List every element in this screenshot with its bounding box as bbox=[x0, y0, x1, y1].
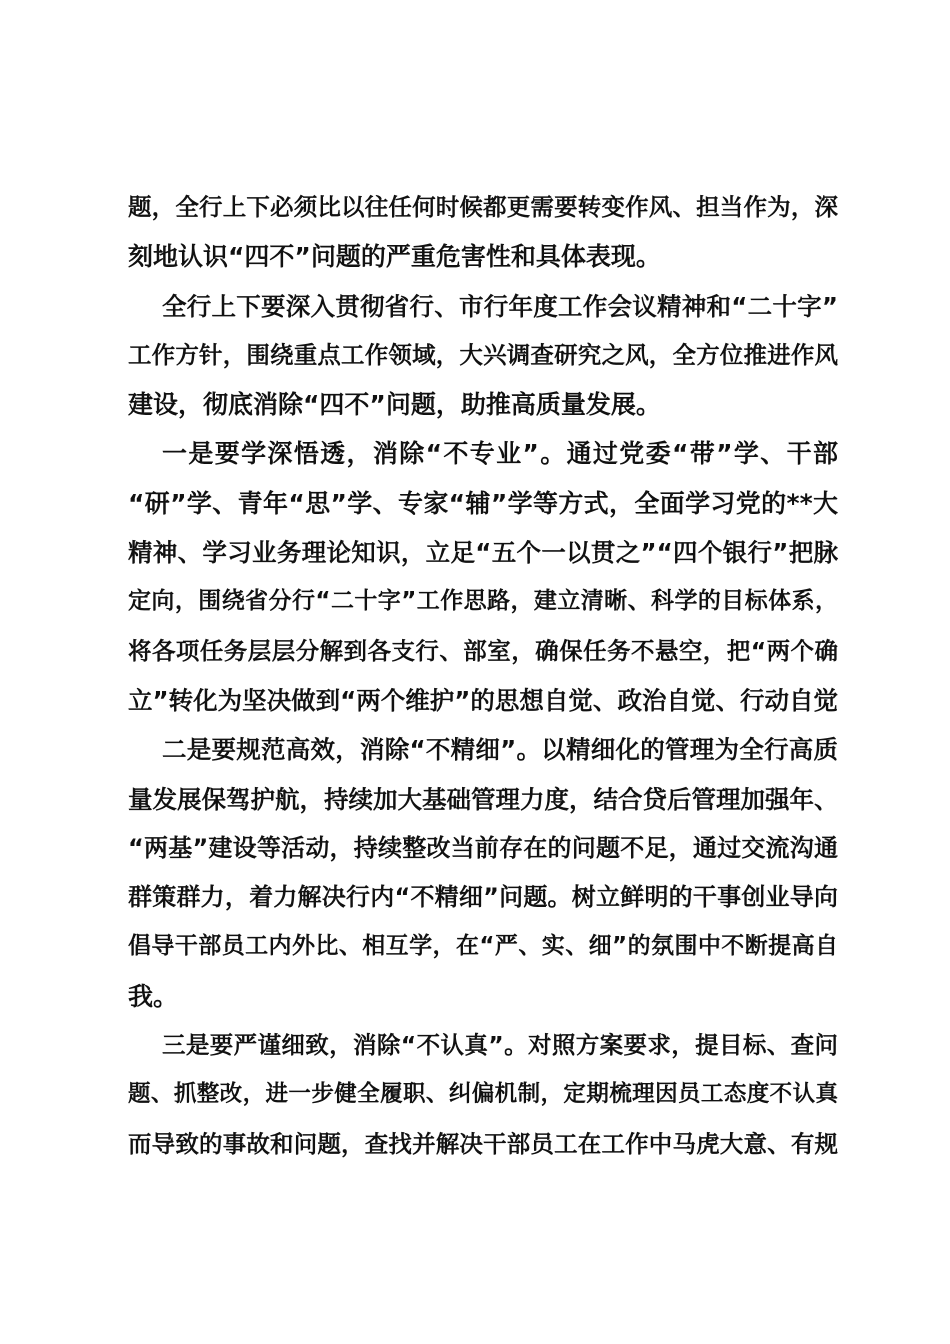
text-line: 二是要规范高效，消除“不精细”。以精细化的管理为全行高质 bbox=[162, 735, 838, 765]
text-line: 立”转化为坚决做到“两个维护”的思想自觉、政治自觉、行动自觉 bbox=[128, 685, 838, 715]
text-line: 三是要严谨细致，消除“不认真”。对照方案要求，提目标、查问 bbox=[162, 1031, 838, 1060]
document-body bbox=[128, 183, 838, 1169]
text-line: 将各项任务层层分解到各支行、部室，确保任务不悬空，把“两个确 bbox=[128, 636, 838, 665]
text-line: 全行上下要深入贯彻省行、市行年度工作会议精神和“二十字” bbox=[162, 291, 838, 321]
text-line: 群策群力，着力解决行内“不精细”问题。树立鲜明的干事创业导向 bbox=[128, 883, 838, 912]
text-line: “研”学、青年“思”学、专家“辅”学等方式，全面学习党的**大 bbox=[128, 488, 838, 518]
text-line: 定向，围绕省分行“二十字”工作思路，建立清晰、科学的目标体系， bbox=[128, 588, 838, 615]
text-line: 题、抓整改，进一步健全履职、纠偏机制，定期梳理因员工态度不认真 bbox=[128, 1081, 838, 1108]
text-line: 题，全行上下必须比以往任何时候都更需要转变作风、担当作为，深 bbox=[128, 193, 838, 221]
text-line: 我。 bbox=[128, 981, 179, 1011]
text-line: 精神、学习业务理论知识，立足“五个一以贯之”“四个银行”把脉 bbox=[128, 538, 838, 568]
text-line: 一是要学深悟透，消除“不专业”。通过党委“带”学、干部 bbox=[162, 439, 838, 469]
text-line: 倡导干部员工内外比、相互学，在“严、实、细”的氛围中不断提高自 bbox=[128, 933, 838, 960]
text-line: 工作方针，围绕重点工作领域，大兴调查研究之风，全方位推进作风 bbox=[128, 340, 838, 369]
text-line: 量发展保驾护航，持续加大基础管理力度，结合贷后管理加强年、 bbox=[128, 784, 839, 814]
text-line: 刻地认识“四不”问题的严重危害性和具体表现。 bbox=[128, 242, 661, 272]
text-line: “两基”建设等活动，持续整改当前存在的问题不足，通过交流沟通 bbox=[128, 833, 838, 862]
text-line: 而导致的事故和问题，查找并解决干部员工在工作中马虎大意、有规 bbox=[128, 1129, 838, 1158]
text-line: 建设，彻底消除“四不”问题，助推高质量发展。 bbox=[128, 390, 661, 420]
